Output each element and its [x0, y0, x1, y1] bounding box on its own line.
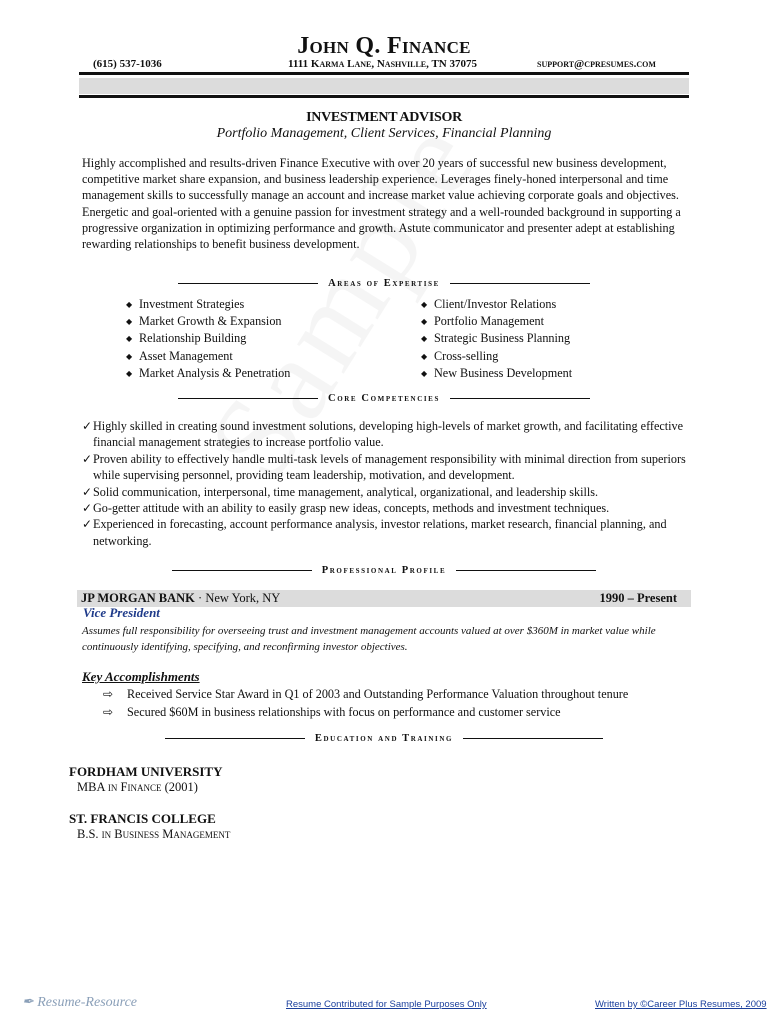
header-rule-bottom [79, 95, 689, 98]
list-item: ◆ Asset Management [126, 348, 290, 365]
school-name: ST. FRANCIS COLLEGE [69, 811, 216, 826]
arrow-bullet-icon: ⇨ [103, 687, 114, 701]
section-heading-label: Professional Profile [321, 564, 447, 576]
diamond-bullet-icon: ◆ [126, 334, 133, 344]
divider-line [450, 398, 590, 399]
separator-dot: · [198, 591, 203, 605]
divider-line [178, 398, 318, 399]
list-item: ◆ Investment Strategies [126, 296, 290, 313]
job-role: Vice President [83, 605, 160, 620]
diamond-bullet-icon: ◆ [421, 317, 428, 327]
job-subtitle: Portfolio Management, Client Services, Financial Planning [216, 126, 552, 141]
expertise-list-left [126, 296, 290, 382]
diamond-bullet-icon: ◆ [421, 351, 428, 361]
section-heading-label: Education and Training [314, 732, 454, 744]
career-plus-link[interactable]: Written by ©Career Plus Resumes, 2009 [595, 999, 767, 1010]
summary-paragraph: Highly accomplished and results-driven Finance Executive with over 20 years of successful new business development, competitive market share expansion, and business leadership experience. Leverages finely-honed interpersonal and time management skills to successfully manage an account and increase market value achieving corporate goals and objectives. Energetic and goal-oriented with a genuine passion for investment strategy and a well-rounded background in supporting a progressive organization in optimizing performance and growth. Astute communicator and presenter adept at establishing rewarding relationships to benefit business development. [82, 156, 681, 252]
employer-location: New York, NY [205, 591, 281, 605]
contact-email: support@cpresumes.com [537, 58, 656, 70]
expertise-list-right [421, 296, 572, 382]
degree: B.S. in Business Management [77, 827, 231, 841]
diamond-bullet-icon: ◆ [126, 368, 133, 378]
sample-purposes-link[interactable]: Resume Contributed for Sample Purposes Only [286, 999, 487, 1010]
job-title: INVESTMENT ADVISOR [306, 110, 462, 125]
divider-line [463, 738, 603, 739]
school-name: FORDHAM UNIVERSITY [69, 764, 223, 779]
diamond-bullet-icon: ◆ [421, 300, 428, 309]
diamond-bullet-icon: ◆ [126, 300, 133, 309]
list-item: ⇨ Secured $60M in business relationships with focus on performance and customer service [103, 704, 628, 722]
arrow-bullet-icon: ⇨ [103, 704, 114, 719]
header-rule-top [79, 72, 689, 75]
section-heading-competencies [80, 391, 688, 405]
job-description: Assumes full responsibility for overseeing trust and investment management accounts valued at over $360M in market value while continuously identifying, specifying, and reconfirming investor objectives. [82, 625, 656, 653]
section-heading-education [80, 731, 688, 745]
list-item: ✓Experienced in forecasting, account performance analysis, investor relations, market research, financial planning, and networking. [82, 517, 667, 548]
accomplishments-list [103, 686, 628, 721]
accomplishments-heading: Key Accomplishments [82, 669, 200, 684]
diamond-bullet-icon: ◆ [126, 317, 133, 327]
diamond-bullet-icon: ◆ [126, 351, 133, 361]
list-item: ◆ Cross-selling [421, 348, 572, 365]
job-header-bar [77, 590, 691, 607]
section-heading-profile [80, 563, 688, 577]
list-item: ✓Proven ability to effectively handle multi-task levels of management responsibility with minimal direction from superiors while supervising personnel, providing team leadership, motivation, and development. [82, 451, 686, 483]
list-item: ◆ Market Growth & Expansion [126, 313, 290, 330]
contact-address: 1111 Karma Lane, Nashville, TN 37075 [288, 58, 477, 70]
list-item: ◆ Client/Investor Relations [421, 296, 572, 313]
header-band [79, 78, 689, 94]
checkmark-icon: ✓ [82, 484, 93, 499]
competencies-list [82, 418, 688, 549]
resume-name: John Q. Finance [297, 33, 471, 59]
list-item: ✓Highly skilled in creating sound investment solutions, developing high-levels of market growth, and facilitating effective financial management strategies to increase portfolio value. [82, 419, 684, 450]
degree: MBA in Finance (2001) [77, 780, 198, 794]
section-heading-label: Areas of Expertise [328, 277, 440, 289]
divider-line [178, 283, 318, 284]
checkmark-icon: ✓ [82, 517, 93, 532]
list-item: ◆ Market Analysis & Penetration [126, 365, 290, 382]
list-item: ◆ Relationship Building [126, 330, 290, 347]
checkmark-icon: ✓ [82, 501, 93, 516]
checkmark-icon: ✓ [82, 451, 93, 466]
list-item: ◆ New Business Development [421, 365, 572, 382]
divider-line [165, 738, 305, 739]
feather-icon: ✒ [22, 995, 34, 1010]
contact-phone: (615) 537-1036 [93, 58, 162, 70]
diamond-bullet-icon: ◆ [421, 368, 428, 378]
employer-name: JP MORGAN BANK [81, 591, 195, 605]
list-item: ◆ Portfolio Management [421, 313, 572, 330]
list-item: ◆ Strategic Business Planning [421, 330, 572, 347]
divider-line [456, 570, 596, 571]
list-item: ⇨ Received Service Star Award in Q1 of 2003 and Outstanding Performance Valuation throughout tenure [103, 686, 628, 704]
diamond-bullet-icon: ◆ [421, 334, 428, 344]
divider-line [450, 283, 590, 284]
job-dates: 1990 – Present [599, 591, 677, 605]
list-item: ✓Go-getter attitude with an ability to easily grasp new ideas, concepts, methods and investment techniques. [82, 501, 610, 516]
resume-resource-logo: ✒ Resume-Resource [22, 995, 138, 1010]
list-item: ✓Solid communication, interpersonal, time management, analytical, organizational, and leadership skills. [82, 484, 599, 499]
checkmark-icon: ✓ [82, 419, 93, 433]
section-heading-label: Core Competencies [328, 392, 440, 404]
divider-line [172, 570, 312, 571]
section-heading-expertise [80, 276, 688, 290]
